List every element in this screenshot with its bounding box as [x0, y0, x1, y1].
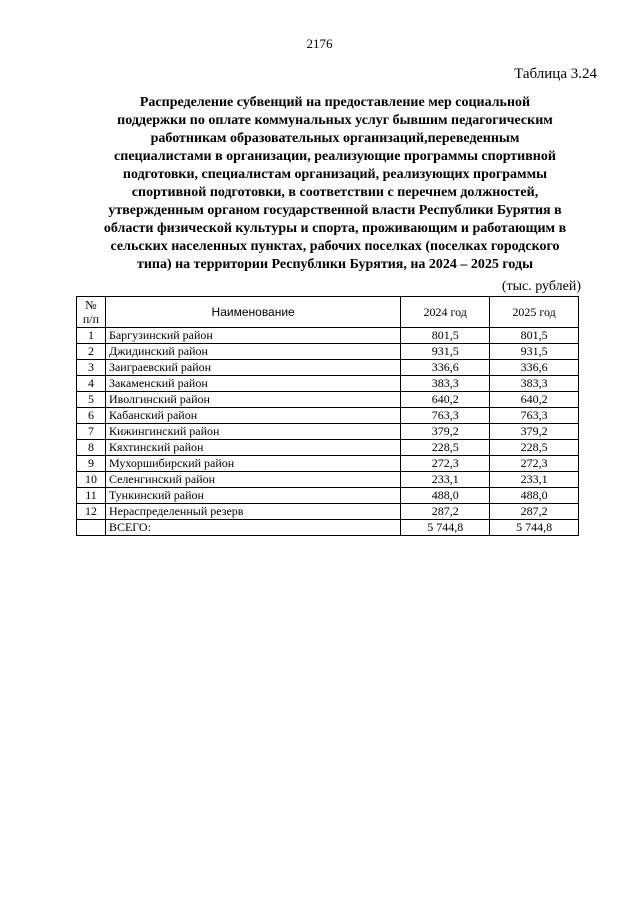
- district-name: Иволгинский район: [105, 392, 400, 408]
- value-2024: 233,1: [401, 472, 490, 488]
- table-row: [77, 344, 579, 360]
- header-name: Наименование: [105, 297, 400, 328]
- title-line: типа) на территории Республики Бурятия, на 2024 – 2025 годы: [136, 257, 534, 272]
- row-number: 12: [77, 504, 106, 520]
- header-number: [77, 297, 106, 328]
- table-row: [77, 376, 579, 392]
- table-body: [77, 328, 579, 536]
- row-number: [77, 520, 106, 536]
- row-number: 1: [77, 328, 106, 344]
- title-line: спортивной подготовки, в соответствии с перечнем должностей,: [131, 185, 539, 200]
- table-row: [77, 328, 579, 344]
- district-name: Кяхтинский район: [105, 440, 400, 456]
- table-header-row: [77, 297, 579, 328]
- row-number: 8: [77, 440, 106, 456]
- title-line: поддержки по оплате коммунальных услуг бывшим педагогическим: [117, 113, 553, 128]
- value-2024: 228,5: [401, 440, 490, 456]
- row-number: 3: [77, 360, 106, 376]
- value-2024: 763,3: [401, 408, 490, 424]
- value-2025: 383,3: [490, 376, 579, 392]
- value-2024: 287,2: [401, 504, 490, 520]
- value-2025: 488,0: [490, 488, 579, 504]
- district-name: Заиграевский район: [105, 360, 400, 376]
- table-row: [77, 360, 579, 376]
- table-row: [77, 440, 579, 456]
- table-row: [77, 472, 579, 488]
- value-2025: 5 744,8: [490, 520, 579, 536]
- row-number: 11: [77, 488, 106, 504]
- row-number: 7: [77, 424, 106, 440]
- district-name: Тункинский район: [105, 488, 400, 504]
- district-name: ВСЕГО:: [105, 520, 400, 536]
- value-2024: 640,2: [401, 392, 490, 408]
- value-2024: 336,6: [401, 360, 490, 376]
- title-line: подготовки, специалистам организаций, реализующих программы: [122, 167, 548, 182]
- title-line: области физической культуры и спорта, проживающим и работающим в: [103, 221, 567, 236]
- row-number: 10: [77, 472, 106, 488]
- value-2025: 287,2: [490, 504, 579, 520]
- table-row: [77, 504, 579, 520]
- value-2025: 233,1: [490, 472, 579, 488]
- district-name: Мухоршибирский район: [105, 456, 400, 472]
- value-2024: 383,3: [401, 376, 490, 392]
- document-title: [70, 94, 600, 274]
- value-2025: 763,3: [490, 408, 579, 424]
- table-row: [77, 488, 579, 504]
- value-2024: 5 744,8: [401, 520, 490, 536]
- title-line: Распределение субвенций на предоставление мер социальной: [139, 95, 531, 110]
- header-number-line1: №: [85, 298, 97, 312]
- title-line: сельских населенных пунктах, рабочих поселках (поселках городского: [110, 239, 560, 254]
- page-number: 2176: [306, 36, 333, 51]
- header-2025: 2025 год: [490, 297, 579, 328]
- title-line: утвержденным органом государственной власти Республики Бурятия в: [108, 203, 562, 218]
- table-row: [77, 392, 579, 408]
- value-2024: 272,3: [401, 456, 490, 472]
- subvention-table: [76, 296, 579, 536]
- value-2025: 336,6: [490, 360, 579, 376]
- district-name: Баргузинский район: [105, 328, 400, 344]
- value-2024: 931,5: [401, 344, 490, 360]
- value-2024: 801,5: [401, 328, 490, 344]
- row-number: 4: [77, 376, 106, 392]
- title-line: работникам образовательных организаций,переведенным: [150, 131, 520, 146]
- row-number: 5: [77, 392, 106, 408]
- district-name: Кижингинский район: [105, 424, 400, 440]
- district-name: Селенгинский район: [105, 472, 400, 488]
- row-number: 6: [77, 408, 106, 424]
- table-label: Таблица 3.24: [514, 66, 597, 82]
- table-row: [77, 456, 579, 472]
- value-2025: 379,2: [490, 424, 579, 440]
- value-2025: 801,5: [490, 328, 579, 344]
- value-2025: 931,5: [490, 344, 579, 360]
- district-name: Закаменский район: [105, 376, 400, 392]
- units-label: (тыс. рублей): [501, 279, 581, 294]
- value-2025: 228,5: [490, 440, 579, 456]
- table-row: [77, 424, 579, 440]
- table-total-row: [77, 520, 579, 536]
- row-number: 9: [77, 456, 106, 472]
- value-2025: 640,2: [490, 392, 579, 408]
- header-2024: 2024 год: [401, 297, 490, 328]
- header-number-line2: п/п: [82, 312, 100, 326]
- row-number: 2: [77, 344, 106, 360]
- district-name: Кабанский район: [105, 408, 400, 424]
- table-row: [77, 408, 579, 424]
- value-2024: 379,2: [401, 424, 490, 440]
- value-2024: 488,0: [401, 488, 490, 504]
- district-name: Джидинский район: [105, 344, 400, 360]
- title-line: специалистами в организации, реализующие программы спортивной: [114, 149, 556, 164]
- district-name: Нераспределенный резерв: [105, 504, 400, 520]
- value-2025: 272,3: [490, 456, 579, 472]
